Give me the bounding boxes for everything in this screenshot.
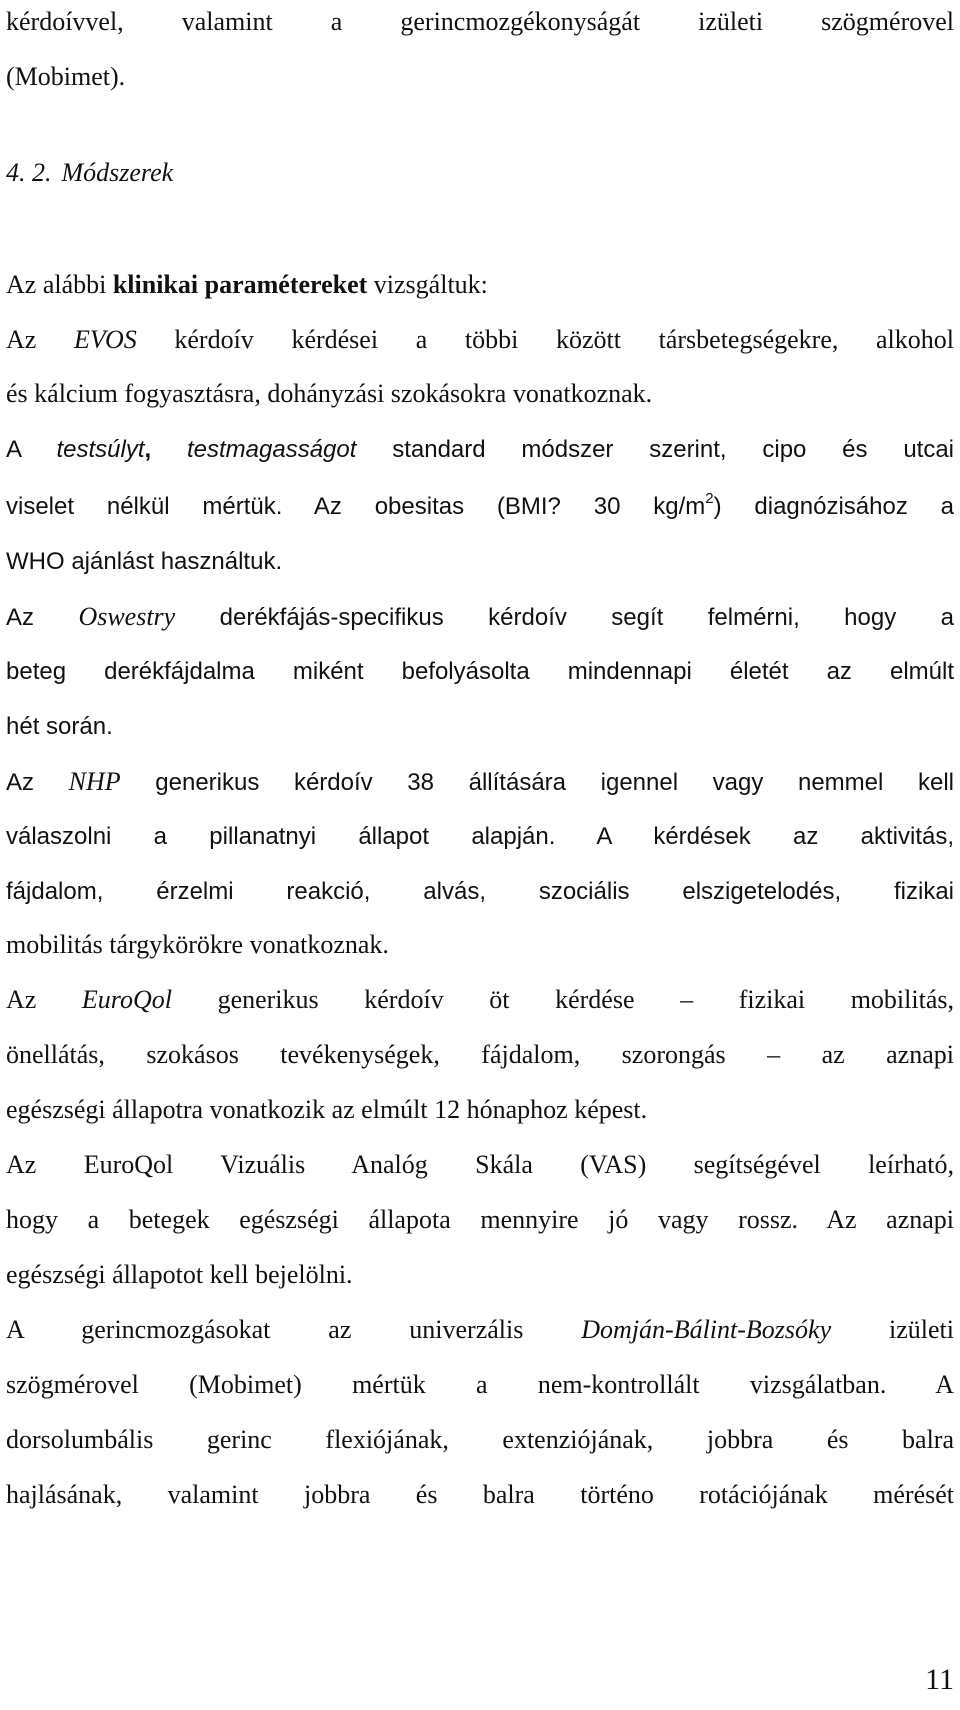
gerinc-line-2: szögmérovel (Mobimet) mértük a nem-kontrollált vizsgálatban. A bbox=[6, 1370, 954, 1399]
gerinc-line-3: dorsolumbális gerinc flexiójának, extenziójának, jobbra és balra bbox=[6, 1425, 954, 1454]
domjan-term: Domján-Bálint-Bozsóky bbox=[581, 1315, 832, 1344]
evos-line-1: Az EVOS kérdoív kérdései a többi között társbetegségekre, alkohol bbox=[6, 325, 954, 354]
testsuly-line-1: A testsúlyt, testmagasságot standard módszer szerint, cipo és utcai bbox=[6, 436, 954, 463]
intro-line-1: kérdoívvel, valamint a gerincmozgékonyságát izületi szögmérovel bbox=[6, 7, 954, 36]
nhp-line-4: mobilitás tárgykörökre vonatkoznak. bbox=[6, 930, 389, 959]
testsuly-line-2: viselet nélkül mértük. Az obesitas (BMI? 30 $kg/m^2$) diagnózisához a bbox=[6, 490, 954, 520]
vas-line-1: Az EuroQol Vizuális Analóg Skála (VAS) segítségével leírható, bbox=[6, 1150, 954, 1179]
testmagassag-term: testmagasságot bbox=[186, 436, 357, 463]
nhp-line-2: válaszolni a pillanatnyi állapot alapján. A kérdések az aktivitás, bbox=[6, 823, 954, 850]
euroqol-line-2: önellátás, szokásos tevékenységek, fájdalom, szorongás – az aznapi bbox=[6, 1040, 954, 1069]
gerinc-line-1: A gerincmozgásokat az univerzális Domján-Bálint-Bozsóky izületi bbox=[6, 1315, 954, 1344]
vas-line-2: hogy a betegek egészségi állapota mennyire jó vagy rossz. Az aznapi bbox=[6, 1205, 954, 1234]
nhp-line-3: fájdalom, érzelmi reakció, alvás, szociális elszigetelodés, fizikai bbox=[6, 878, 954, 905]
section-title: Módszerek bbox=[61, 158, 174, 187]
document-page bbox=[6, 0, 954, 1710]
bold-term: klinikai paramétereket bbox=[112, 270, 368, 299]
euroqol-term: EuroQol bbox=[81, 985, 172, 1014]
oswestry-line-2: beteg derékfájdalma miként befolyásolta mindennapi életét az elmúlt bbox=[6, 658, 954, 685]
vas-line-3: egészségi állapotot kell bejelölni. bbox=[6, 1260, 353, 1289]
evos-line-2: és kálcium fogyasztásra, dohányzási szokásokra vonatkoznak. bbox=[6, 379, 653, 408]
intro-line-2: (Mobimet). bbox=[6, 62, 126, 91]
testsuly-line-3: WHO ajánlást használtuk. bbox=[6, 548, 283, 575]
nhp-line-1: Az NHP generikus kérdoív 38 állítására igennel vagy nemmel kell bbox=[6, 767, 954, 796]
params-line: Az alábbi klinikai paramétereket vizsgáltuk: bbox=[6, 270, 488, 299]
oswestry-line-1: Az Oswestry derékfájás-specifikus kérdoív segít felmérni, hogy a bbox=[6, 602, 954, 631]
page-number: 11 bbox=[925, 1663, 954, 1696]
section-heading bbox=[6, 156, 954, 190]
euroqol-line-3: egészségi állapotra vonatkozik az elmúlt 12 hónaphoz képest. bbox=[6, 1095, 648, 1124]
oswestry-line-3: hét során. bbox=[6, 713, 113, 740]
gerinc-line-4: hajlásának, valamint jobbra és balra történo rotációjának mérését bbox=[6, 1480, 954, 1509]
testsuly-term: testsúlyt bbox=[56, 436, 145, 463]
euroqol-line-1: Az EuroQol generikus kérdoív öt kérdése – fizikai mobilitás, bbox=[6, 985, 954, 1014]
section-number: 4. 2. bbox=[6, 158, 52, 187]
oswestry-term: Oswestry bbox=[78, 602, 176, 631]
nhp-term: NHP bbox=[68, 767, 121, 796]
evos-term: EVOS bbox=[73, 325, 137, 354]
